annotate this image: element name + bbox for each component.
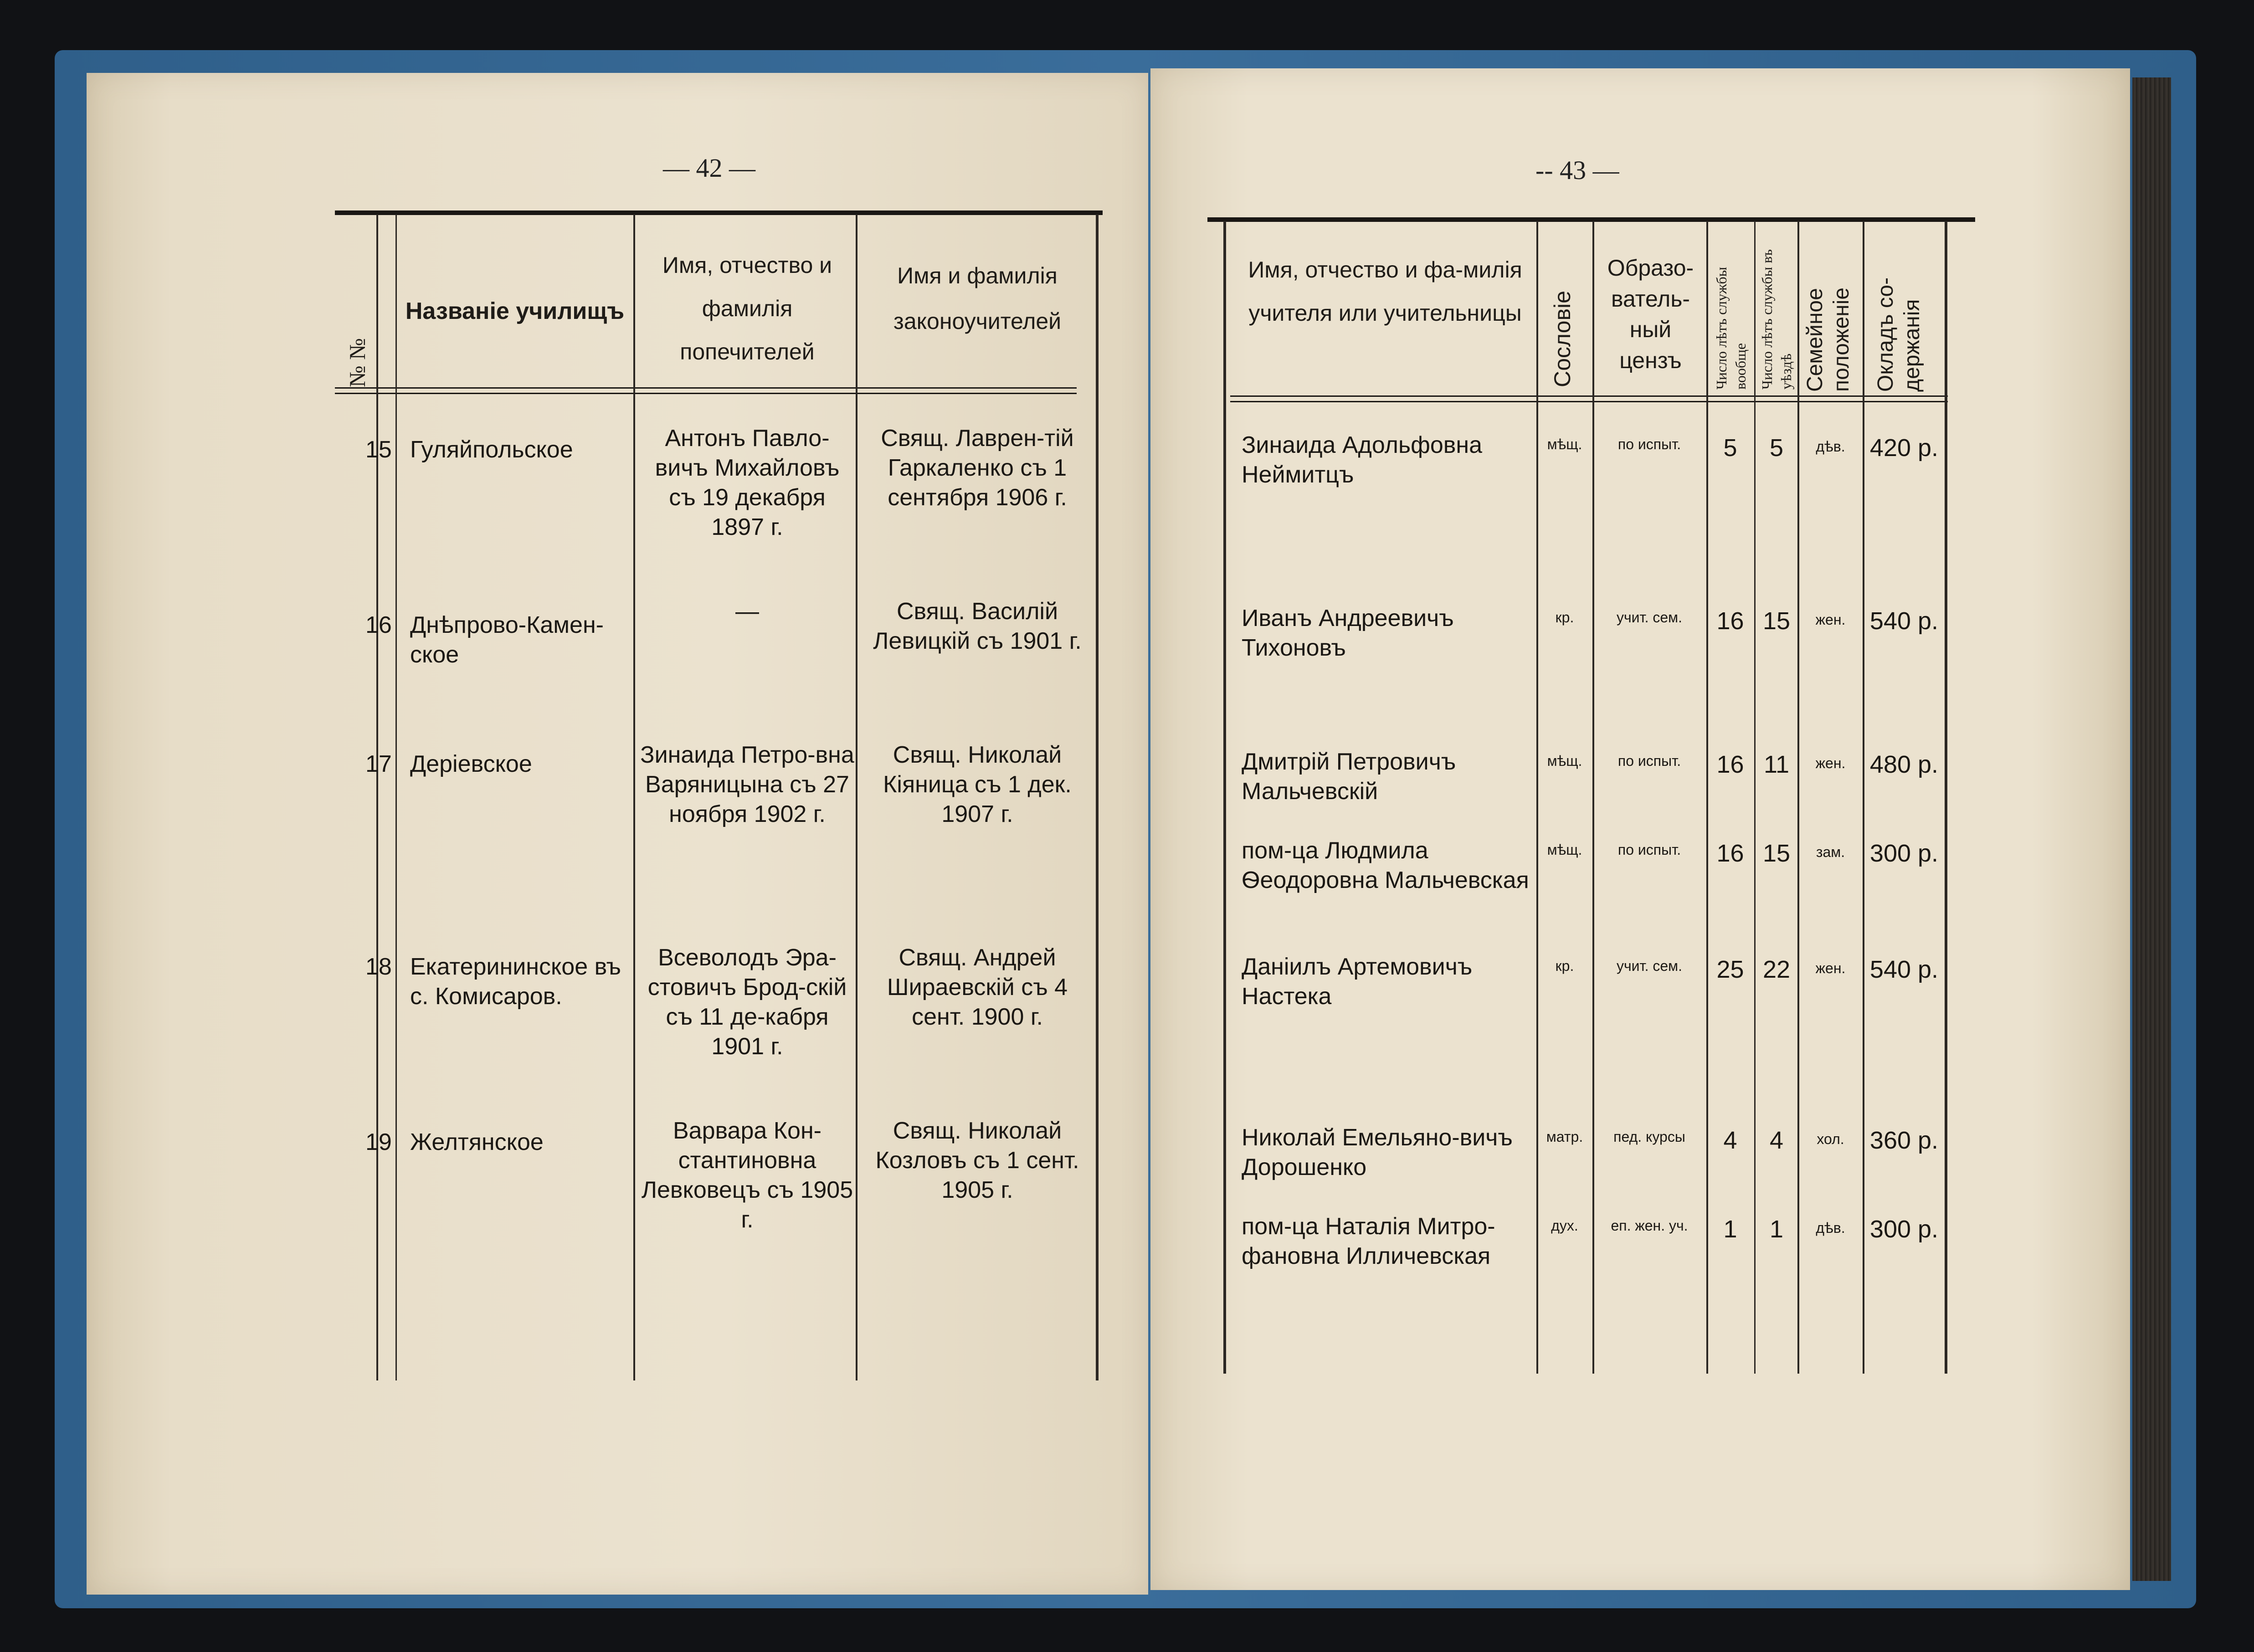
- trustee-name: —: [735, 598, 759, 625]
- header-rule-right-2: [1230, 401, 1948, 402]
- header-salary: Окладъ со-держанія: [1874, 277, 1924, 392]
- school-name: Деріевское: [410, 751, 532, 777]
- salary-cell: 300 р.: [1869, 840, 1939, 867]
- education-cell: учит. сем.: [1616, 609, 1683, 626]
- school-name: Желтянское: [410, 1129, 544, 1155]
- years-here-cell: 4: [1769, 1127, 1784, 1154]
- years-total-cell: 16: [1716, 840, 1744, 867]
- school-name: Екатерининское въ с. Комисаров.: [410, 954, 621, 1010]
- row-no: 18: [365, 954, 392, 980]
- page-number-left: — 42 —: [663, 153, 755, 183]
- salary-cell: 480 р.: [1869, 751, 1939, 778]
- row-no: 15: [365, 436, 392, 463]
- col-line: [1096, 214, 1099, 1380]
- trustee-name: Антонъ Павло-вичъ Михайловъ съ 19 декабря 1897 г.: [655, 425, 840, 540]
- estate-cell: мѣщ.: [1547, 753, 1582, 769]
- col-line: [1863, 221, 1864, 1374]
- trustee-name: Всеволодъ Эра-стовичъ Брод-скій съ 11 де-кабря 1901 г.: [647, 944, 847, 1060]
- header-education: Образо-ватель-ный цензъ: [1607, 255, 1694, 373]
- salary-cell: 300 р.: [1869, 1216, 1939, 1243]
- salary-cell: 540 р.: [1869, 607, 1939, 635]
- education-cell: пед. курсы: [1613, 1129, 1685, 1145]
- education-cell: по испыт.: [1617, 753, 1681, 769]
- school-name: Гуляйпольское: [410, 436, 573, 463]
- law-teacher-name: Свящ. Лавpен-тій Гаркаленко съ 1 сентября 1906 г.: [881, 425, 1074, 511]
- education-cell: учит. сем.: [1616, 958, 1683, 974]
- teacher-name: Иванъ Андреевичъ Тихоновъ: [1242, 605, 1454, 661]
- header-school: Названіе училищъ: [405, 298, 625, 324]
- teacher-name: пом-ца Людмила Ѳеодоровна Мальчевская: [1242, 837, 1529, 893]
- header-no: № №: [344, 338, 370, 387]
- col-line: [856, 214, 857, 1380]
- teacher-name: Даніилъ Артемовичъ Настека: [1242, 954, 1473, 1010]
- page-number-right: -- 43 —: [1535, 155, 1619, 185]
- header-estate: Сословіе: [1550, 291, 1575, 387]
- estate-cell: матр.: [1546, 1129, 1583, 1145]
- col-line: [1754, 221, 1756, 1374]
- years-here-cell: 1: [1769, 1216, 1784, 1243]
- years-here-cell: 22: [1762, 956, 1791, 983]
- col-line: [1945, 221, 1947, 1374]
- top-rule-right: [1207, 217, 1975, 222]
- salary-cell: 540 р.: [1869, 956, 1939, 983]
- family-cell: дѣв.: [1816, 1220, 1845, 1236]
- teacher-name: Зинаида Адольфовна Неймитцъ: [1242, 432, 1483, 488]
- estate-cell: мѣщ.: [1547, 841, 1582, 858]
- family-cell: зам.: [1816, 844, 1845, 860]
- trustee-name: Зинаида Петро-вна Варяницына съ 27 ноября 1902 г.: [640, 742, 854, 827]
- family-cell: хол.: [1817, 1131, 1844, 1147]
- education-cell: еп. жен. уч.: [1611, 1217, 1688, 1234]
- years-total-cell: 25: [1716, 956, 1744, 983]
- teacher-name: Николай Емельяно-вичъ Дорошенко: [1242, 1124, 1513, 1180]
- law-teacher-name: Свящ. Николай Кіяница съ 1 дек. 1907 г.: [883, 742, 1072, 827]
- salary-cell: 360 р.: [1869, 1127, 1939, 1154]
- family-cell: жен.: [1815, 755, 1846, 771]
- page-edges: [2132, 77, 2171, 1581]
- teacher-name: пом-ца Наталія Митро-фановна Илличевская: [1242, 1213, 1495, 1269]
- header-years-here: Число лѣтъ службы въ уѣздѣ: [1759, 249, 1794, 390]
- education-cell: по испыт.: [1617, 436, 1681, 452]
- header-trustees: Имя, отчество и фамилія попечителей: [662, 252, 832, 364]
- col-line: [1706, 221, 1708, 1374]
- row-no: 17: [365, 751, 392, 777]
- estate-cell: дух.: [1551, 1217, 1578, 1234]
- law-teacher-name: Свящ. Николай Козловъ съ 1 сент. 1905 г.: [875, 1118, 1079, 1203]
- col-line: [1592, 221, 1594, 1374]
- col-line: [1536, 221, 1538, 1374]
- years-here-cell: 15: [1762, 607, 1791, 635]
- header-rule-left-2: [335, 393, 1077, 394]
- family-cell: жен.: [1815, 611, 1846, 628]
- law-teacher-name: Свящ. Василій Левицкій съ 1901 г.: [873, 598, 1082, 654]
- header-rule-left: [335, 387, 1077, 389]
- school-name: Днѣпрово-Камен-ское: [410, 612, 604, 668]
- header-rule-right: [1230, 395, 1948, 397]
- family-cell: жен.: [1815, 960, 1846, 976]
- row-no: 16: [365, 612, 392, 638]
- col-line: [395, 214, 397, 1380]
- teacher-name: Дмитрій Петровичъ Мальчевскій: [1242, 749, 1456, 805]
- header-law-teachers: Имя и фамилія законоучителей: [893, 263, 1062, 334]
- years-here-cell: 11: [1763, 751, 1790, 778]
- years-here-cell: 5: [1769, 434, 1784, 462]
- estate-cell: кр.: [1555, 609, 1574, 626]
- header-years-total: Число лѣтъ службы вообще: [1713, 267, 1749, 390]
- col-line: [1797, 221, 1799, 1374]
- education-cell: по испыт.: [1617, 841, 1681, 858]
- years-total-cell: 16: [1716, 607, 1744, 635]
- years-total-cell: 4: [1723, 1127, 1737, 1154]
- estate-cell: кр.: [1555, 958, 1574, 974]
- row-no: 19: [365, 1129, 392, 1155]
- col-line: [376, 214, 378, 1380]
- col-line: [633, 214, 635, 1380]
- top-rule-left: [335, 210, 1103, 215]
- years-here-cell: 15: [1762, 840, 1791, 867]
- years-total-cell: 1: [1723, 1216, 1737, 1243]
- salary-cell: 420 р.: [1869, 434, 1939, 462]
- family-cell: дѣв.: [1816, 438, 1845, 455]
- years-total-cell: 16: [1716, 751, 1744, 778]
- estate-cell: мѣщ.: [1547, 436, 1582, 452]
- col-line: [1223, 221, 1226, 1374]
- header-family: Семейное положеніе: [1803, 287, 1854, 392]
- trustee-name: Варвара Кон-стантиновна Левковецъ съ 1905 г.: [641, 1118, 853, 1233]
- law-teacher-name: Свящ. Андрей Шираевскій съ 4 сент. 1900 г.: [887, 944, 1068, 1030]
- header-teacher: Имя, отчество и фа-милія учителя или учительницы: [1248, 257, 1522, 326]
- years-total-cell: 5: [1723, 434, 1737, 462]
